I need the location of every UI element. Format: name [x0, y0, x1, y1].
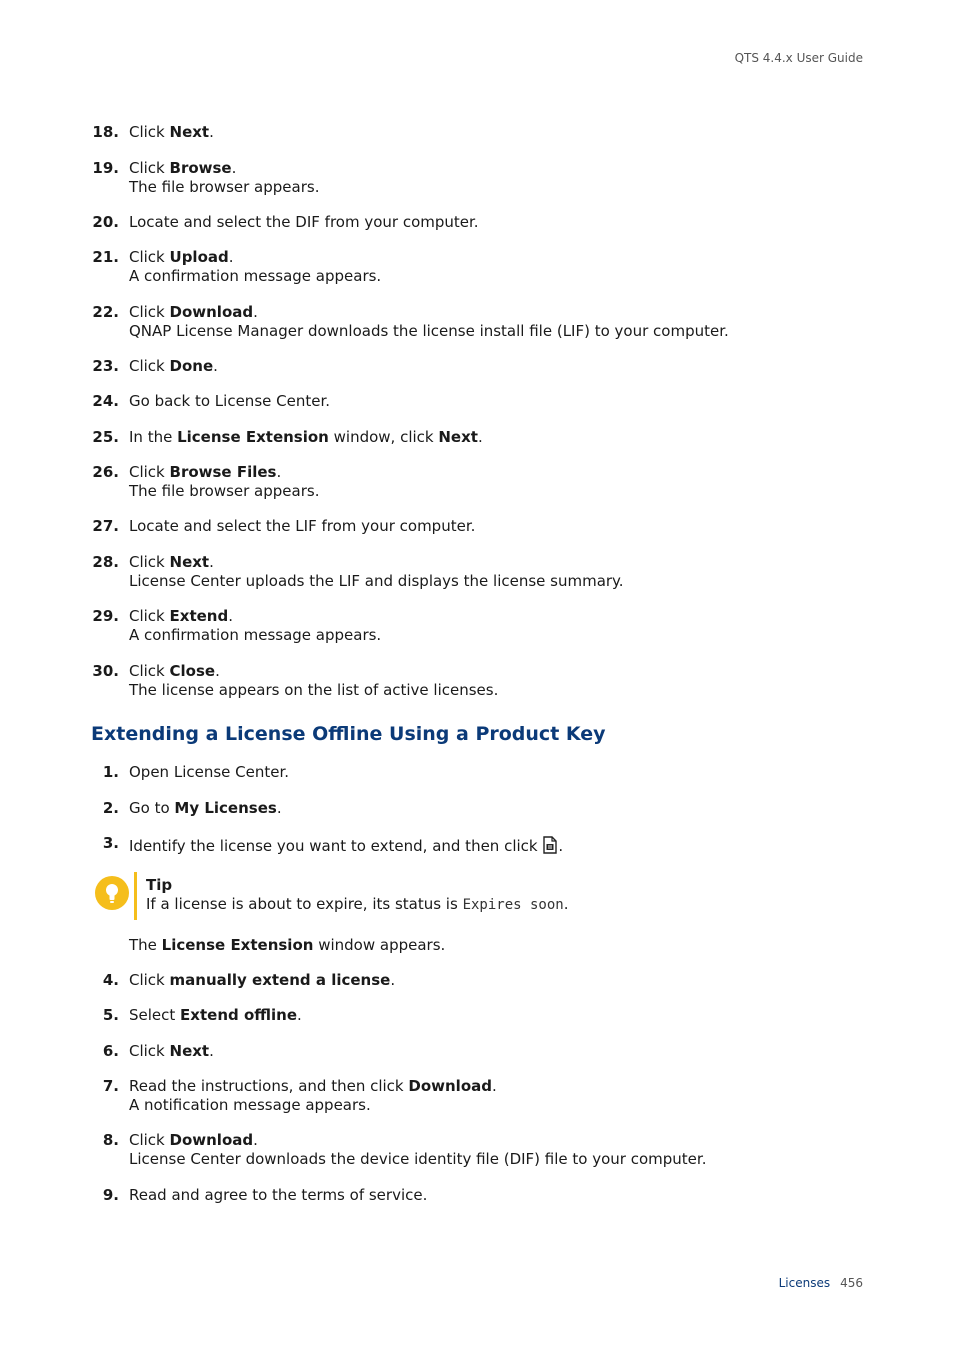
step-text: Click Download. License Center downloads the device identity file (DIF) file to your computer.: [129, 1131, 707, 1168]
step-text: Click Browse. The file browser appears.: [129, 159, 320, 196]
tip-text: If a license is about to expire, its status is Expires soon.: [146, 895, 569, 913]
step-text: In the License Extension window, click Next.: [129, 428, 483, 446]
page-number: 456: [840, 1276, 863, 1290]
step-result: The license appears on the list of active licenses.: [129, 681, 499, 699]
step-number: 22.: [92, 303, 119, 321]
footer-section: Licenses: [778, 1276, 831, 1290]
step-text: Click Download. QNAP License Manager downloads the license install file (LIF) to your computer.: [129, 303, 729, 340]
step-number: 21.: [92, 248, 119, 266]
step-number: 30.: [92, 662, 119, 680]
step-text: Click Done.: [129, 357, 218, 375]
tip-accent-bar: [134, 872, 137, 920]
step-text: Click Extend. A confirmation message appears.: [129, 607, 382, 644]
page-header: QTS 4.4.x User Guide: [734, 51, 863, 65]
step-text: Identify the license you want to extend, and then click .: [129, 836, 563, 859]
step-number: 6.: [102, 1042, 119, 1060]
step-result: QNAP License Manager downloads the license install file (LIF) to your computer.: [129, 322, 729, 340]
step-text: Click Next.: [129, 1042, 214, 1060]
step-result: A confirmation message appears.: [129, 626, 382, 644]
step-text: Click Next.: [129, 123, 214, 141]
step-text: Read and agree to the terms of service.: [129, 1186, 428, 1204]
step-number: 4.: [102, 971, 119, 989]
step-number: 26.: [92, 463, 119, 481]
license-extend-icon: [542, 836, 558, 859]
step-number: 19.: [92, 159, 119, 177]
tip-callout: [0, 872, 954, 922]
step-text: Click Browse Files. The file browser appears.: [129, 463, 320, 500]
step-result: The file browser appears.: [129, 482, 320, 500]
page-footer: [779, 1276, 863, 1290]
step-text: Read the instructions, and then click Download. A notification message appears.: [129, 1077, 497, 1114]
step-text: Click Upload. A confirmation message appears.: [129, 248, 382, 285]
step-text: Locate and select the DIF from your computer.: [129, 213, 479, 231]
step-number: 1.: [102, 763, 119, 781]
step-number: 23.: [92, 357, 119, 375]
step-number: 29.: [92, 607, 119, 625]
step-result: A notification message appears.: [129, 1096, 371, 1114]
step-number: 9.: [102, 1186, 119, 1204]
step-number: 27.: [92, 517, 119, 535]
step-number: 3.: [102, 834, 119, 852]
step-text: Select Extend offline.: [129, 1006, 302, 1024]
step-number: 18.: [92, 123, 119, 141]
status-code: Expires soon: [462, 897, 564, 913]
step-result: The License Extension window appears.: [129, 936, 446, 954]
step-number: 25.: [92, 428, 119, 446]
step-number: 2.: [102, 799, 119, 817]
step-result: License Center uploads the LIF and displays the license summary.: [129, 572, 624, 590]
step-number: 20.: [92, 213, 119, 231]
step-text: Go to My Licenses.: [129, 799, 282, 817]
step-number: 8.: [102, 1131, 119, 1149]
step-result: A confirmation message appears.: [129, 267, 382, 285]
step-number: 28.: [92, 553, 119, 571]
step-text: Click Close. The license appears on the list of active licenses.: [129, 662, 499, 699]
step-number: 7.: [102, 1077, 119, 1095]
step-text: Click Next. License Center uploads the LIF and displays the license summary.: [129, 553, 624, 590]
step-result: License Center downloads the device identity file (DIF) file to your computer.: [129, 1150, 707, 1168]
step-text: Open License Center.: [129, 763, 290, 781]
step-text: Go back to License Center.: [129, 392, 331, 410]
step-text: Click manually extend a license.: [129, 971, 396, 989]
lightbulb-icon: [95, 876, 129, 910]
step-text: Locate and select the LIF from your computer.: [129, 517, 476, 535]
step-result: The file browser appears.: [129, 178, 320, 196]
step-number: 5.: [102, 1006, 119, 1024]
section-heading: Extending a License Offline Using a Product Key: [91, 723, 606, 745]
tip-title: Tip: [146, 876, 173, 894]
step-number: 24.: [92, 392, 119, 410]
